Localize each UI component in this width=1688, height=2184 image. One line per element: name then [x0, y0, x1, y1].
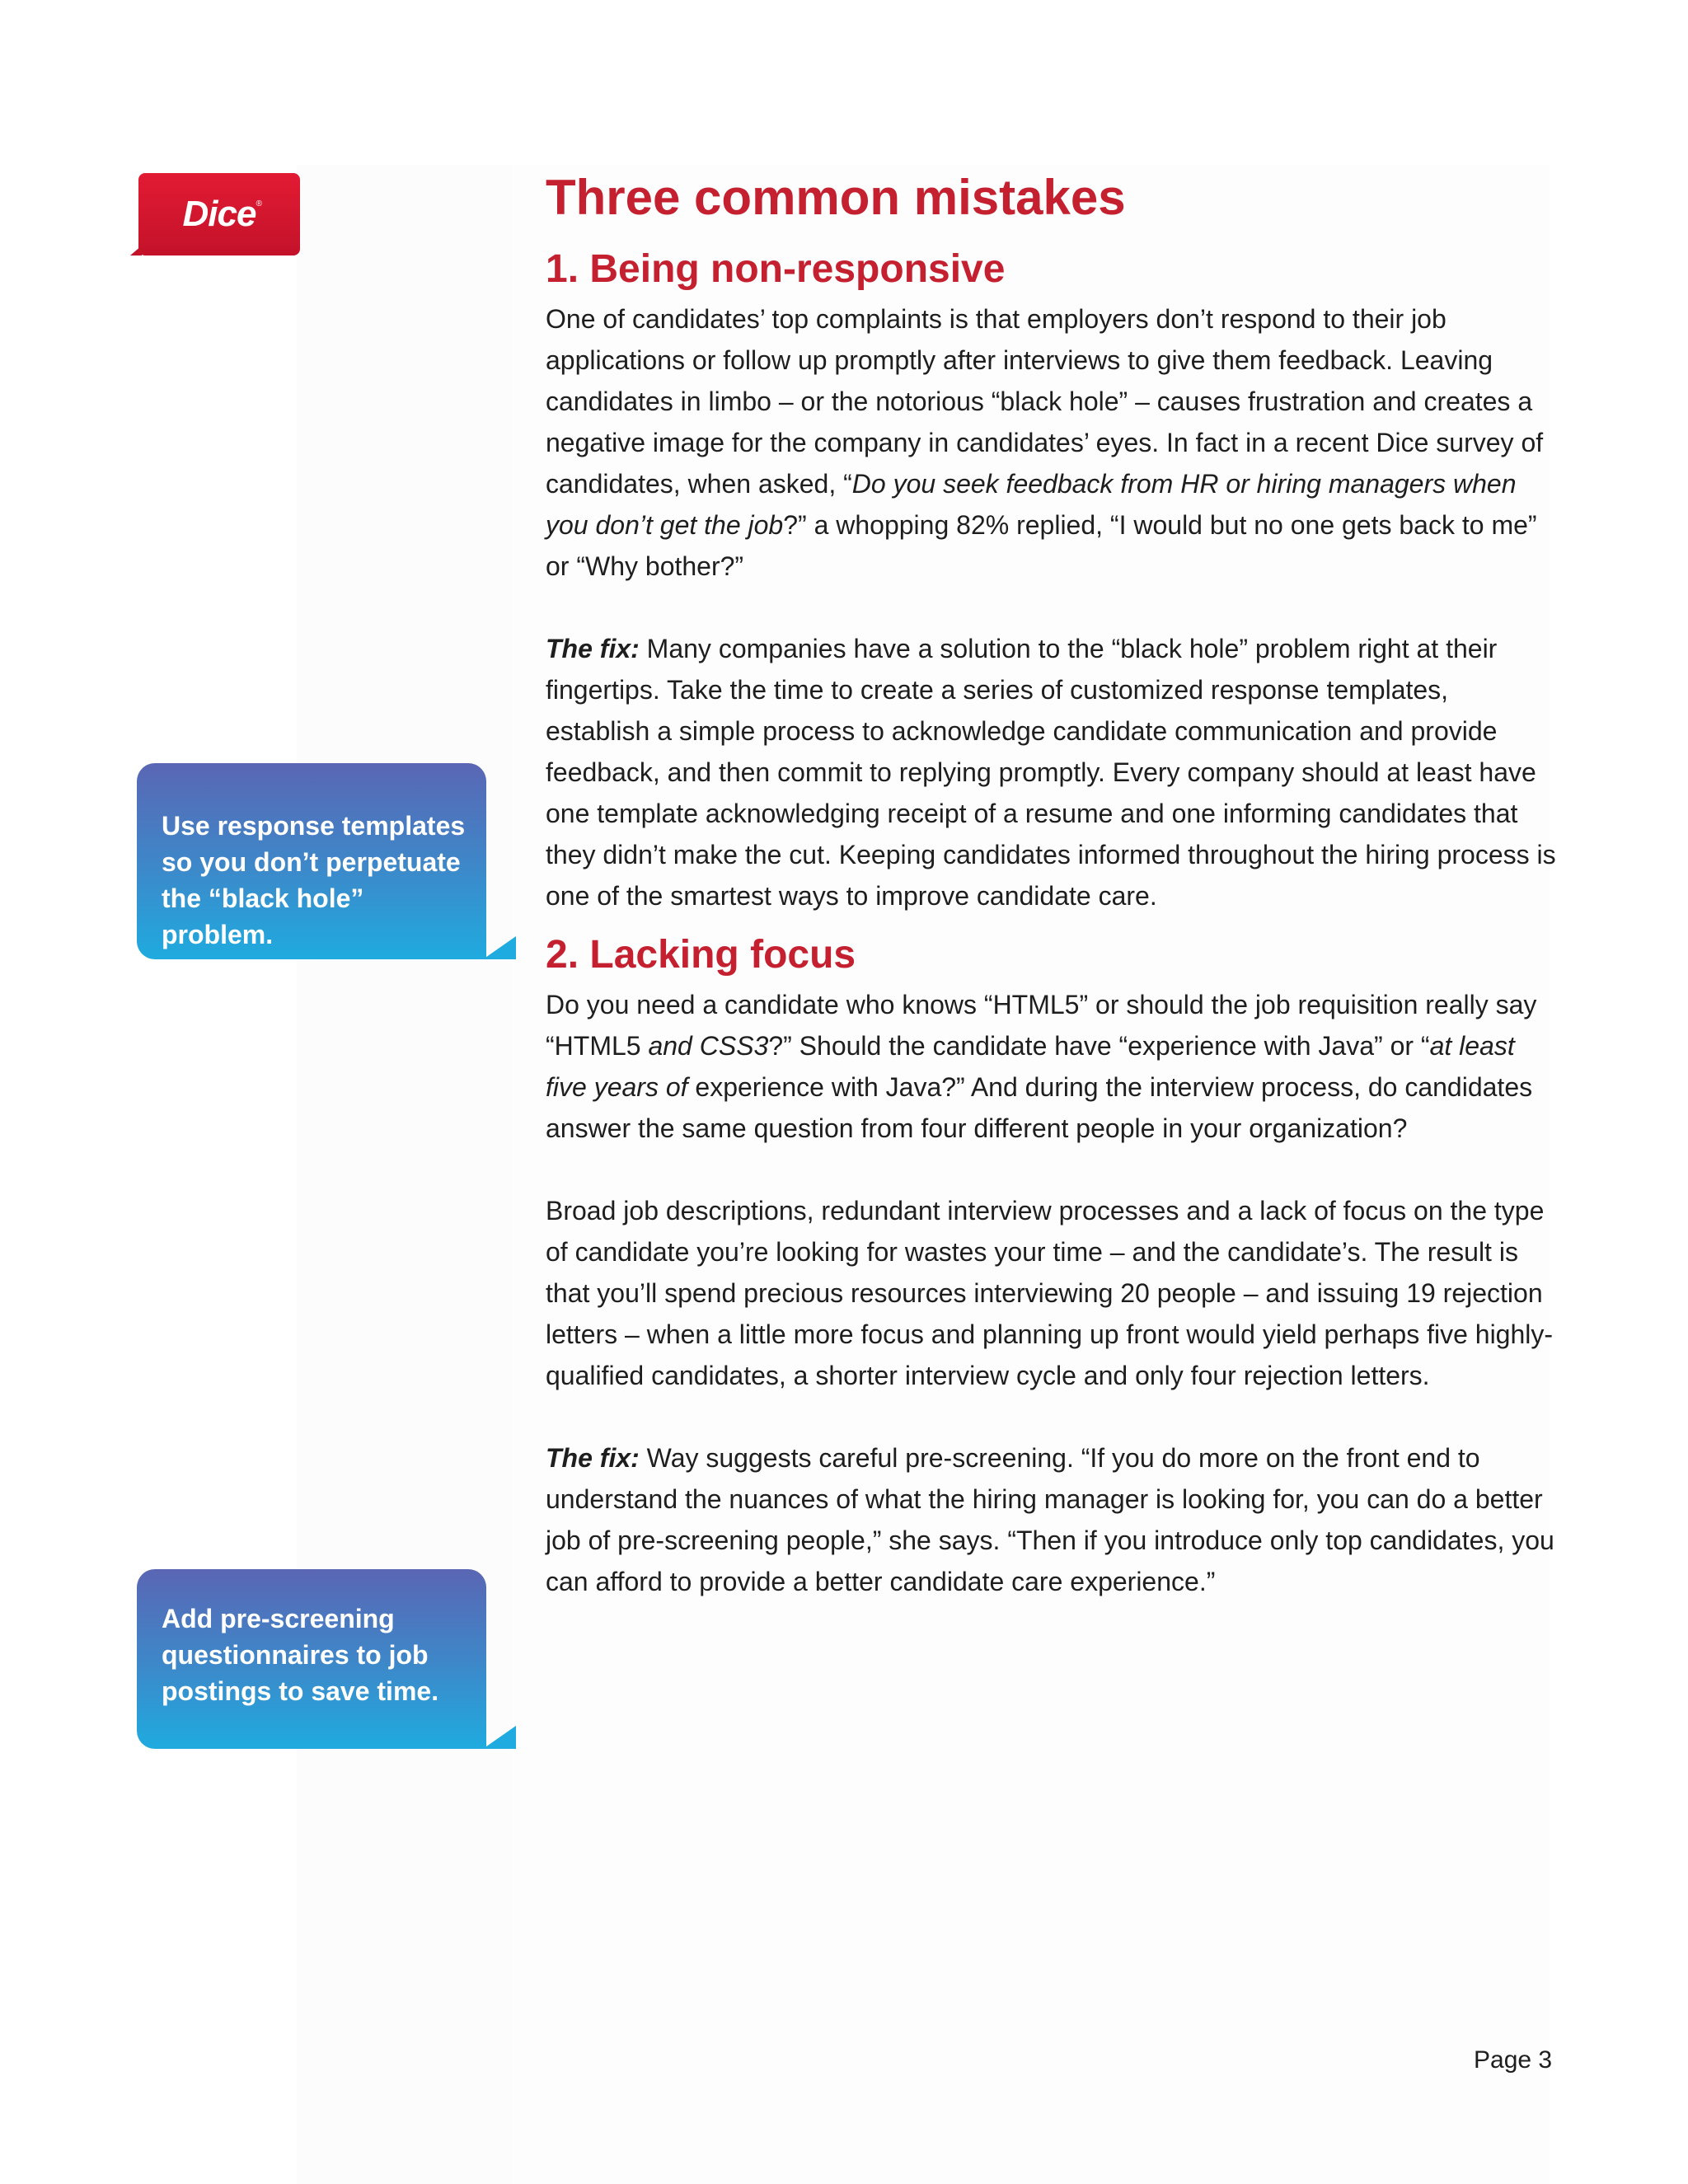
- paragraph-text: ?” Should the candidate have “experience with Java” or “: [768, 1031, 1430, 1061]
- paragraph-requisition: [546, 984, 1559, 1149]
- callout-response-templates: Use response templates so you don’t perpetuate the “black hole” problem.: [137, 763, 486, 959]
- paragraph-gap: [546, 587, 1559, 628]
- emphasis-text: and CSS3: [648, 1031, 769, 1061]
- page-title: Three common mistakes: [546, 170, 1126, 225]
- paragraph-complaints: [546, 298, 1559, 587]
- left-column-background: [297, 165, 513, 2184]
- page-number: Page 3: [1474, 2046, 1553, 2074]
- registered-mark: ®: [256, 199, 262, 209]
- paragraph-broad-descriptions: Broad job descriptions, redundant interview processes and a lack of focus on the type of candidate you’re looking for wastes your time – and the candidate’s. The result is that you’ll spend precious resources interviewing 20 people – and issuing 19 rejection letters – when a little more focus and planning up front would yield perhaps five highly-qualified candidates, a shorter interview cycle and only four rejection letters.: [546, 1196, 1554, 1390]
- paragraph-text: Many companies have a solution to the “black hole” problem right at their fingertips. Take the time to create a series of customized response templates, establish a simple process to acknowledge candidate communication and provide feedback, and then commit to replying promptly. Every company should at least have one template acknowledging receipt of a resume and one informing candidates that they didn’t make the cut. Keeping candidates informed throughout the hiring process is one of the smartest ways to improve candidate care.: [546, 634, 1556, 911]
- paragraph-text: ?” a whopping 82% replied, “I would but no one gets back to me” or “Why bother?”: [546, 510, 1537, 581]
- survey-question: Do you seek feedback from HR or hiring managers when you don’t get the job: [546, 469, 1517, 540]
- section-heading-lacking-focus: 2. Lacking focus: [546, 933, 856, 977]
- paragraph-gap: [546, 1149, 1559, 1190]
- paragraph-text: Do you need a candidate who knows “HTML5” or should the job requisition really say “HTML5: [546, 990, 1537, 1061]
- dice-logo-text: Dice: [182, 194, 256, 234]
- emphasis-text: at least five years of: [546, 1031, 1515, 1102]
- dice-logo: [138, 173, 300, 255]
- fix-label: The fix:: [546, 1443, 640, 1473]
- paragraph-text: Way suggests careful pre-screening. “If you do more on the front end to understand the nuances of what the hiring manager is looking for, you can do a better job of pre-screening people,” she says. “Then if you introduce only top candidates, you can afford to provide a better candidate care experience.”: [546, 1443, 1554, 1596]
- paragraph-gap: [546, 1396, 1559, 1437]
- paragraph-fix-2: [546, 1437, 1559, 1602]
- fix-label: The fix:: [546, 634, 640, 663]
- paragraph-text: One of candidates’ top complaints is that employers don’t respond to their job applications or follow up promptly after interviews to give them feedback. Leaving candidates in limbo – or the notorious “black hole” – causes frustration and creates a negative image for the company in candidates’ eyes. In fact in a recent Dice survey of candidates, when asked, “: [546, 304, 1544, 499]
- article-body: [546, 163, 1559, 1602]
- paragraph-text: experience with Java?” And during the interview process, do candidates answer the same question from four different people in your organization?: [546, 1072, 1533, 1143]
- section-heading-non-responsive: 1. Being non-responsive: [546, 247, 1006, 291]
- paragraph-fix-1: [546, 628, 1559, 916]
- callout-pre-screening: Add pre-screening questionnaires to job postings to save time.: [137, 1569, 486, 1749]
